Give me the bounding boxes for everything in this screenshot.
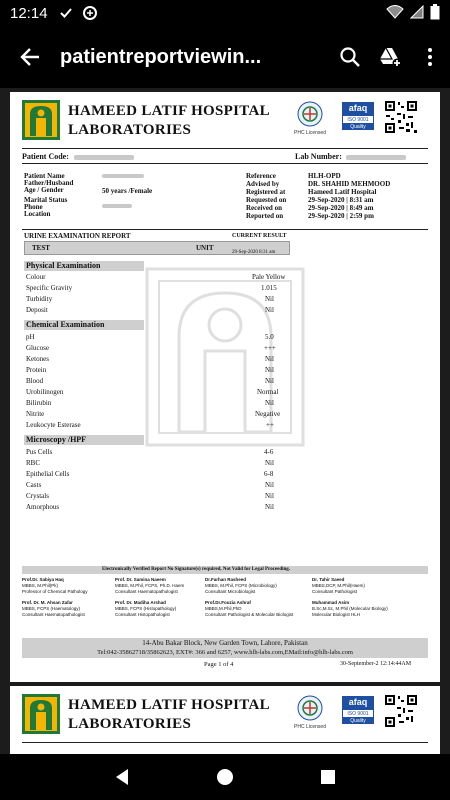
test-value: 1.015	[261, 284, 277, 292]
registered-at-value: Hameed Latif Hospital	[308, 187, 377, 196]
divider	[22, 229, 428, 230]
doctor-entry	[312, 600, 412, 618]
search-button[interactable]	[330, 26, 370, 88]
more-options-button[interactable]	[410, 26, 450, 88]
received-on-value: 29-Sep-2020 | 8:49 am	[308, 204, 374, 212]
test-value: Nil	[265, 377, 274, 385]
hospital-logo-icon	[22, 694, 60, 734]
test-name: Nitrite	[26, 410, 45, 418]
pdf-page-1	[10, 92, 440, 682]
test-value: ++	[266, 421, 274, 429]
current-result-label: CURRENT RESULT	[232, 233, 287, 239]
lab-number-redacted	[346, 155, 406, 160]
test-name: Specific Gravity	[26, 284, 73, 292]
doctor-entry	[22, 577, 88, 595]
test-name: Protein	[26, 366, 47, 374]
wifi-icon	[386, 5, 404, 22]
test-value: Nil	[265, 481, 274, 489]
test-value: Normal	[257, 388, 279, 396]
test-value: 6-8	[264, 470, 274, 478]
doctor-title: Consultant Haematopathologist	[115, 589, 178, 594]
doctor-title: Consultant Haematopathologist	[22, 612, 85, 617]
patient-code-redacted	[74, 155, 134, 160]
test-name: Bilirubin	[26, 399, 52, 407]
test-name: Crystals	[26, 492, 49, 500]
hospital-name	[68, 696, 270, 734]
doctor-name: Prof. Dr. Madiha Arshad	[115, 600, 166, 605]
doctor-entry	[312, 577, 365, 595]
reference-value: HLH-OPD	[308, 172, 341, 180]
divider	[22, 742, 428, 743]
info-label: Location	[24, 210, 51, 218]
afaq-badge	[342, 102, 374, 130]
test-value: Nil	[265, 459, 274, 467]
test-value: Nil	[265, 492, 274, 500]
nav-home-button[interactable]	[210, 762, 240, 792]
test-name: pH	[26, 333, 35, 341]
divider	[22, 163, 428, 164]
age-gender-value: 50 years /Female	[102, 187, 153, 195]
patient-name-redacted	[102, 174, 144, 178]
test-name: Leukocyte Esterase	[26, 421, 81, 429]
info-label: Received on	[246, 204, 282, 212]
doctor-title: Consultant Microbiologist	[205, 589, 256, 594]
nav-recents-icon	[320, 769, 336, 785]
quality-label: Quality	[342, 124, 374, 130]
doctor-qualification: B.Sc,M.Sc, M.Phil (Molecular Biology)	[312, 606, 388, 611]
doctor-title: Professor of Chemical Pathology	[22, 589, 88, 594]
watermark-logo-icon	[145, 267, 305, 447]
nav-recents-button[interactable]	[313, 762, 343, 792]
battery-icon	[430, 4, 440, 23]
quality-label: Quality	[342, 718, 374, 724]
info-label: Father/Husband	[24, 179, 74, 187]
unit-column-header: UNIT	[196, 244, 214, 252]
phc-badge	[290, 694, 330, 730]
test-value: 4-6	[264, 448, 274, 456]
doctor-entry	[205, 600, 305, 618]
doctor-title: Consultant Pathologist	[312, 589, 358, 594]
info-label: Reported on	[246, 212, 284, 220]
info-label: Advised by	[246, 179, 280, 188]
verified-note: Electronically Verified Report No Signature(s) required, Not Valid for Legal Proceeding.	[102, 567, 291, 572]
section-title-microscopy: Microscopy /HPF	[26, 435, 87, 444]
test-value: 5.0	[265, 333, 274, 341]
test-name: Ketones	[26, 355, 49, 363]
doctor-name: Dr.Farhan Rasheed	[205, 577, 247, 582]
hospital-name-line1: HAMEED LATIF HOSPITAL	[68, 103, 270, 119]
qr-code-icon	[384, 100, 418, 134]
test-name: Turbidity	[26, 295, 53, 303]
doctor-name: Prof. Dr. M. Ahsan Zafar	[22, 600, 73, 605]
back-button[interactable]	[0, 26, 60, 88]
info-label: Requested on	[246, 196, 287, 204]
phc-label: PHC Licensed	[294, 724, 326, 730]
doctor-qualification: MBBS, FCPS (Haematology)	[22, 606, 81, 611]
phc-label: PHC Licensed	[294, 130, 326, 136]
exam-title: URINE EXAMINATION REPORT	[24, 232, 131, 240]
doctor-qualification: MBBS,DCP, M.Phil(Haem)	[312, 583, 365, 588]
phc-seal-icon	[296, 100, 324, 128]
hospital-name-line2: LABORATORIES	[68, 716, 192, 732]
reported-on-value: 29-Sep-2020 | 2:59 pm	[308, 212, 374, 220]
data-saver-icon	[82, 5, 98, 21]
test-name: Amorphous	[26, 503, 60, 511]
test-name: Urobilinogen	[26, 388, 64, 396]
doctor-name: Prof.Dr. Sabiya Haq	[22, 577, 64, 582]
page-number: Page 1 of 4	[204, 661, 234, 668]
test-name: Pus Cells	[26, 448, 53, 456]
pdf-page-2	[10, 686, 440, 754]
doctor-entry	[115, 600, 176, 618]
info-label: Phone	[24, 203, 43, 211]
status-bar	[0, 0, 450, 26]
doctor-entry	[22, 600, 85, 618]
report-header	[22, 100, 428, 146]
doctor-name: Dr. Tahir Saeed	[312, 577, 345, 582]
add-to-drive-button[interactable]	[370, 26, 410, 88]
arrow-back-icon	[19, 46, 41, 68]
doctor-qualification: MBBS, FCPS (Histopathology)	[115, 606, 177, 611]
doctor-qualification: MBBS, M.Phil, FCPS (Microbiology)	[205, 583, 277, 588]
test-value: Nil	[265, 399, 274, 407]
info-label: Age / Gender	[24, 186, 64, 194]
info-label: Patient Name	[24, 172, 65, 180]
test-value: Nil	[265, 306, 274, 314]
report-header	[22, 694, 428, 740]
check-icon	[58, 5, 74, 21]
test-name: Glucose	[26, 344, 49, 352]
test-name: Colour	[26, 273, 46, 281]
doctor-entry	[115, 577, 184, 595]
test-name: Deposit	[26, 306, 48, 314]
test-name: Epithelial Cells	[26, 470, 70, 478]
doctor-qualification: MBBS,M.Phil,PhD	[205, 606, 242, 611]
printed-timestamp: 30-September-2 12:14:44AM	[340, 661, 412, 667]
pdf-viewer[interactable]	[0, 88, 450, 754]
phc-badge	[290, 100, 330, 136]
doctor-title: Consultant Histopathologist	[115, 612, 170, 617]
app-bar	[0, 26, 450, 88]
phc-seal-icon	[296, 694, 324, 722]
nav-back-icon	[114, 768, 130, 786]
section-title-physical: Physical Examination	[26, 261, 101, 270]
info-label: Registered at	[246, 187, 286, 196]
lab-address: 14-Abu Bakar Block, New Garden Town, Lahore, Pakistan	[142, 639, 308, 647]
lab-number-label: Lab Number:	[295, 152, 342, 161]
test-column-header: TEST	[32, 244, 50, 252]
result-date: 29-Sep-2020 8:31 am	[232, 250, 276, 255]
qr-code-icon	[384, 694, 418, 728]
test-name: RBC	[26, 459, 41, 467]
test-value: Nil	[265, 355, 274, 363]
afaq-label: afaq	[342, 696, 374, 709]
app-title: patientreportviewin...	[60, 45, 262, 68]
patient-code-label: Patient Code:	[22, 152, 69, 161]
test-value: Nil	[265, 295, 274, 303]
requested-on-value: 29-Sep-2020 | 8:31 am	[308, 196, 374, 204]
doctor-title: Molecular Biologist HLH	[312, 612, 361, 617]
test-value: Pale Yellow	[252, 273, 286, 281]
doctor-qualification: MBBS, M.Phil(Pk)	[22, 583, 59, 588]
doctor-entry	[205, 577, 277, 595]
doctor-name: Prof. Dr. Samina Naeem	[115, 577, 166, 582]
drive-add-icon	[378, 46, 402, 68]
section-title-chemical: Chemical Examination	[26, 320, 105, 329]
iso-label: ISO 9001	[342, 709, 374, 718]
test-name: Casts	[26, 481, 42, 489]
afaq-badge	[342, 696, 374, 724]
lab-contact: Tel:042-35862718/35862623, EXT#: 366 and 6257, www.hlh-labs.com,EMail:info@hlh-labs.com	[97, 649, 353, 656]
info-label: Reference	[246, 172, 276, 180]
more-vert-icon	[427, 47, 433, 67]
test-value: Negative	[255, 410, 281, 418]
nav-home-icon	[216, 768, 234, 786]
hospital-logo-icon	[22, 100, 60, 140]
afaq-label: afaq	[342, 102, 374, 115]
doctor-qualification: MBBS, M.Phil, FCPS, Ph.D. Haem	[115, 583, 185, 588]
hospital-name-line2: LABORATORIES	[68, 122, 192, 138]
test-value: +++	[264, 344, 276, 352]
doctor-name: Prof.Dr.Fouzia Ashraf	[205, 600, 251, 605]
test-value: Nil	[265, 503, 274, 511]
status-time: 12:14	[10, 4, 48, 22]
test-name: Blood	[26, 377, 44, 385]
test-value: Nil	[265, 366, 274, 374]
divider	[22, 148, 428, 149]
iso-label: ISO 9001	[342, 115, 374, 124]
system-nav-bar	[0, 754, 450, 800]
advised-by-value: DR. SHAHID MEHMOOD	[308, 179, 391, 188]
phone-redacted	[102, 204, 132, 208]
hospital-name	[68, 102, 270, 140]
info-label: Marital Status	[24, 196, 68, 204]
doctor-title: Consultant Pathologist & Molecular Biologist	[205, 612, 294, 617]
doctor-name: Muhammad Asim	[312, 600, 350, 605]
nav-back-button[interactable]	[107, 762, 137, 792]
hospital-name-line1: HAMEED LATIF HOSPITAL	[68, 697, 270, 713]
signal-icon	[410, 5, 424, 22]
search-icon	[339, 46, 361, 68]
